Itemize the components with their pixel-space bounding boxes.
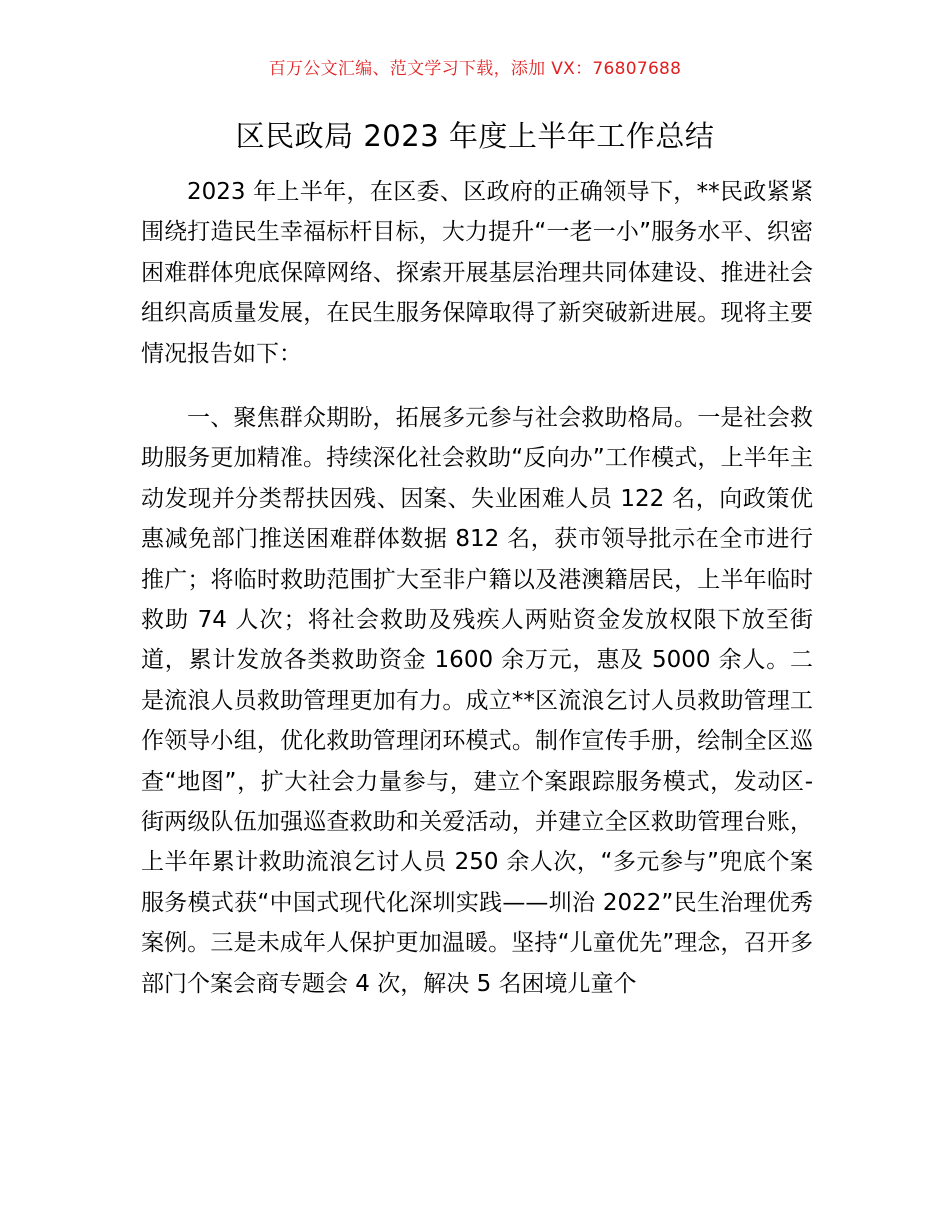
body-paragraph-social-assistance: 一、聚焦群众期盼，拓展多元参与社会救助格局。一是社会救助服务更加精准。持续深化社会救助“反向办”工作模式，上半年主动发现并分类帮扶因残、因案、失业困难人员 122 名，向政策优惠减免部门推送困难群体数据 812 名，获市领导批示在全市进行推广；将临时救助范围扩大至非户籍以及港澳籍居民，上半年临时救助 74 人次；将社会救助及残疾人两贴资金发放权限下放至街道，累计发放各类救助资金 1600 余万元，惠及 5000 余人。二是流浪人员救助管理更加有力。成立**区流浪乞讨人员救助管理工作领导小组，优化救助管理闭环模式。制作宣传手册，绘制全区巡查“地图”，扩大社会力量参与，建立个案跟踪服务模式，发动区-街两级队伍加强巡查救助和关爱活动，并建立全区救助管理台账，上半年累计救助流浪乞讨人员 250 余人次，“多元参与”兜底个案服务模式获“中国式现代化深圳实践——圳治 2022”民生治理优秀案例。三是未成年人保护更加温暖。坚持“儿童优先”理念，召开多部门个案会商专题会 4 次，解决 5 名困境儿童个 xyxy=(141,405,813,997)
body-paragraph-intro: 2023 年上半年，在区委、区政府的正确领导下，**民政紧紧围绕打造民生幸福标杆目标，大力提升“一老一小”服务水平、织密困难群体兜底保障网络、探索开展基层治理共同体建设、推进社会组织高质量发展，在民生服务保障取得了新突破新进展。现将主要情况报告如下： xyxy=(141,179,813,367)
watermark-header: 百万公文汇编、范文学习下载，添加 VX：76807688 xyxy=(268,59,682,79)
document-title: 区民政局 2023 年度上半年工作总结 xyxy=(235,119,715,153)
